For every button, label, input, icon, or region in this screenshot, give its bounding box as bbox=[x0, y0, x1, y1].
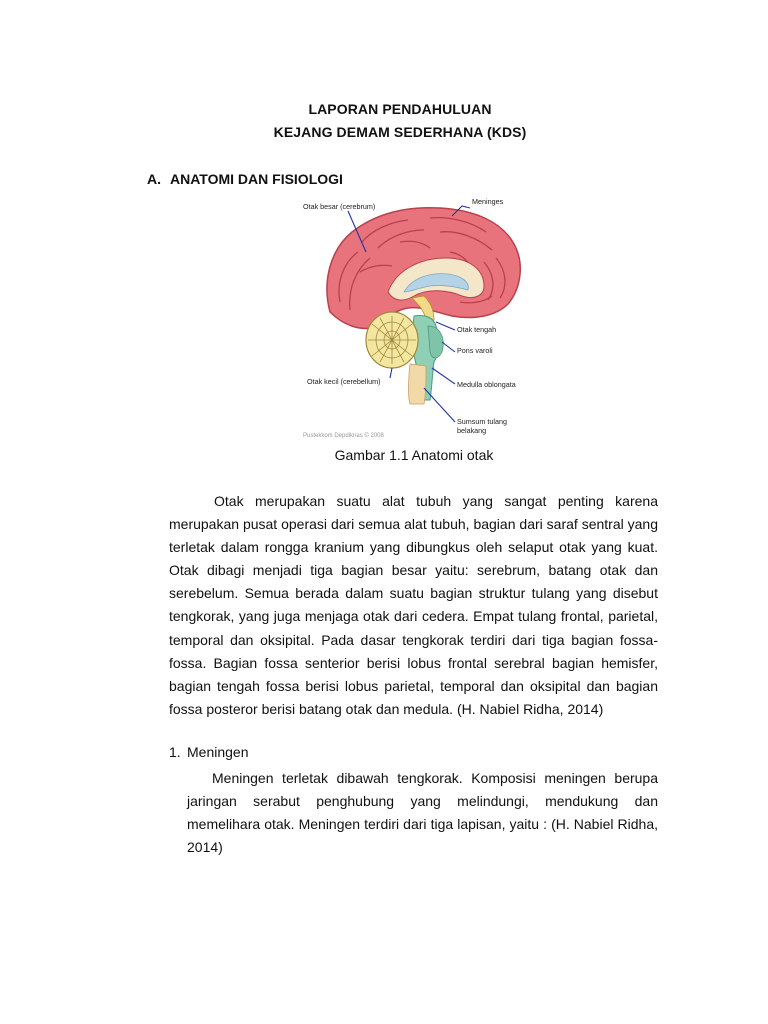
list-item-1-body bbox=[187, 767, 658, 859]
body-paragraph bbox=[169, 490, 658, 721]
list-item-1 bbox=[169, 744, 249, 760]
label-meninges: Meninges bbox=[472, 197, 504, 206]
document-title-line-1: LAPORAN PENDAHULUAN bbox=[308, 101, 492, 117]
brain-anatomy-figure bbox=[300, 192, 550, 442]
label-medulla: Medulla oblongata bbox=[457, 380, 516, 389]
figure-caption: Gambar 1.1 Anatomi otak bbox=[334, 447, 494, 463]
label-cerebrum: Otak besar (cerebrum) bbox=[303, 202, 376, 211]
section-a-number: A. bbox=[147, 171, 161, 187]
spinal-cord-shape bbox=[409, 364, 427, 404]
cerebellum-shape bbox=[366, 312, 418, 368]
label-midbrain: Otak tengah bbox=[457, 325, 497, 334]
list-item-1-number: 1. bbox=[169, 744, 181, 760]
section-a-heading bbox=[147, 171, 343, 187]
paragraph-1: Otak merupakan suatu alat tubuh yang sangat penting karena merupakan pusat operasi dari semua alat tubuh, bagian dari saraf sentral yang terletak dalam rongga kranium yang dibungkus oleh selaput otak yang kuat. Otak dibagi menjadi tiga bagian besar yaitu: serebrum, batang otak dan serebelum. Semua berada dalam suatu bagian struktur tulang yang disebut tengkorak, yang juga menjaga otak dari cedera. Empat tulang frontal, parietal, temporal dan oksipital. Pada dasar tengkorak terdiri dari tiga bagian fossa-fossa. Bagian fossa senterior berisi lobus frontal serebral bagian hemisfer, bagian tengah fossa berisi lobus parietal, temporal dan oksipital dan bagian fossa posteror berisi batang otak dan medula. (H. Nabiel Ridha, 2014) bbox=[169, 493, 658, 717]
meningen-paragraph: Meningen terletak dibawah tengkorak. Komposisi meningen berupa jaringan serabut penghubung yang melindungi, mendukung dan memelihara otak. Meningen terdiri dari tiga lapisan, yaitu : (H. Nabiel Ridha, 2014) bbox=[187, 770, 658, 856]
document-title-line-2: KEJANG DEMAM SEDERHANA (KDS) bbox=[273, 124, 527, 140]
label-cerebellum: Otak kecil (cerebellum) bbox=[307, 377, 381, 386]
list-item-1-label: Meningen bbox=[187, 744, 249, 760]
label-pons: Pons varoli bbox=[457, 346, 493, 355]
brain-diagram bbox=[300, 192, 550, 442]
pons-shape bbox=[428, 326, 443, 358]
label-spinal-cord-2: belakang bbox=[457, 426, 487, 435]
figure-credit: Pustekkom Depdiknas © 2008 bbox=[303, 433, 384, 439]
section-a-title: ANATOMI DAN FISIOLOGI bbox=[170, 171, 343, 187]
label-spinal-cord-1: Sumsum tulang bbox=[457, 417, 507, 426]
